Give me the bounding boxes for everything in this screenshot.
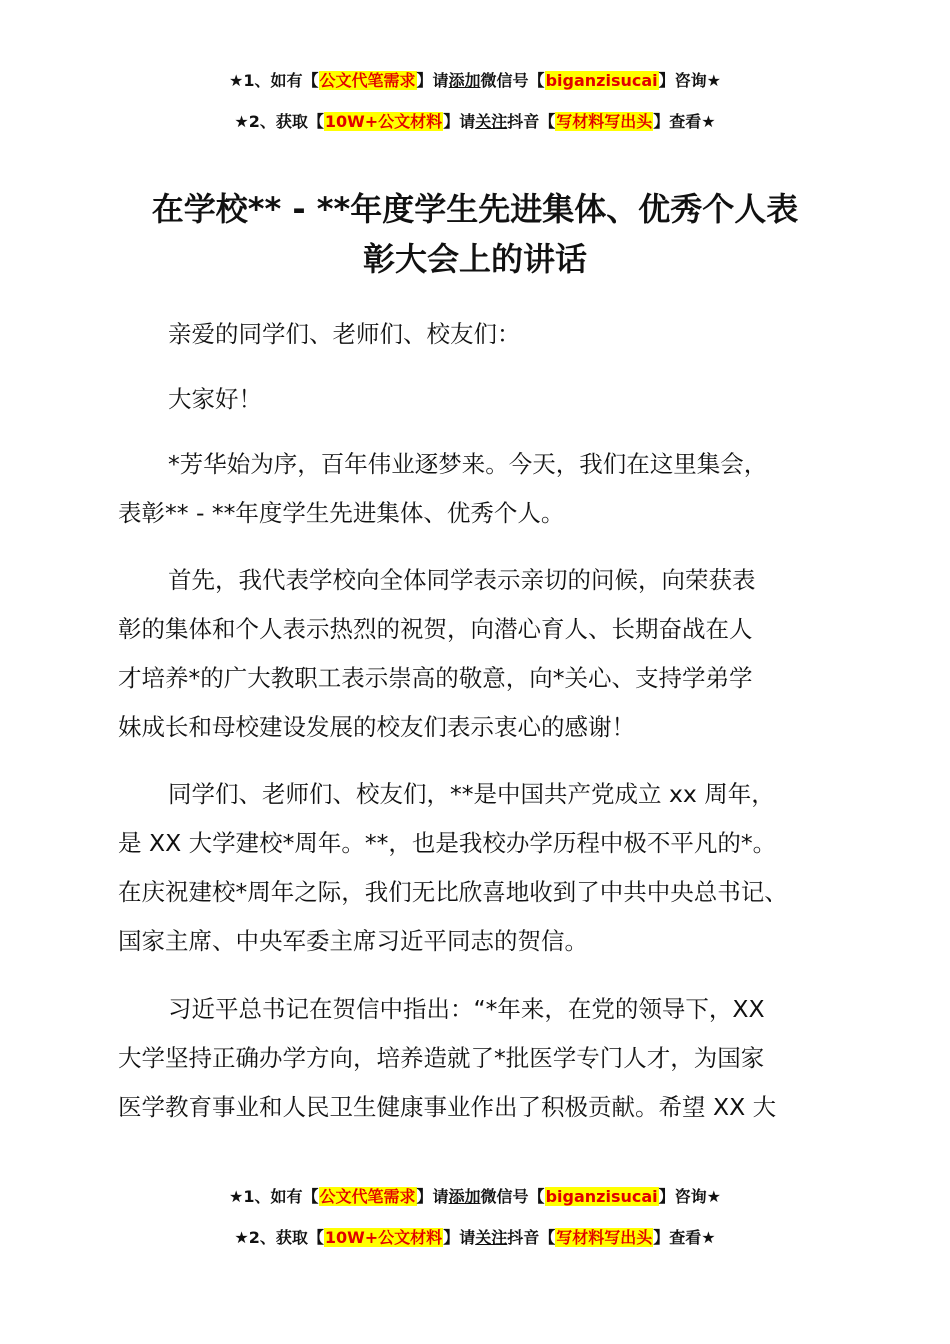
banner-text: ★2、获取【	[234, 1228, 324, 1247]
paragraph-line: 习近平总书记在贺信中指出：“*年来，在党的领导下，XX	[168, 995, 765, 1023]
banner-highlight: 公文代笔需求	[319, 71, 416, 90]
paragraph-line: 国家主席、中央军委主席习近平同志的贺信。	[118, 927, 588, 955]
thanks-paragraph	[118, 556, 848, 752]
greeting-paragraph	[118, 310, 848, 359]
title-line: 彰大会上的讲话	[362, 240, 587, 278]
banner-highlight: 公文代笔需求	[319, 1187, 416, 1206]
top-banner-line-1	[0, 70, 950, 92]
banner-text: 】请	[416, 71, 449, 90]
paragraph-line: 首先，我代表学校向全体同学表示亲切的问候，向荣获表	[168, 566, 756, 594]
top-banner-line-2	[0, 111, 950, 133]
salutation-paragraph	[118, 375, 848, 424]
paragraph-line: 亲爱的同学们、老师们、校友们：	[168, 320, 521, 348]
opening-paragraph	[118, 440, 848, 538]
bottom-banner-line-2	[0, 1227, 950, 1249]
title-line: 在学校** - **年度学生先进集体、优秀个人表	[151, 190, 799, 228]
paragraph-line: 医学教育事业和人民卫生健康事业作出了积极贡献。希望 XX 大	[118, 1093, 777, 1121]
banner-underlined: 关注	[475, 1228, 508, 1247]
banner-underlined: 添加	[448, 71, 481, 90]
banner-text: 抖音【	[507, 112, 556, 131]
banner-wechat-id: biganzisucai	[545, 1187, 658, 1206]
paragraph-line: 彰的集体和个人表示热烈的祝贺，向潜心育人、长期奋战在人	[118, 615, 753, 643]
paragraph-line: 大学坚持正确办学方向，培养造就了*批医学专门人才，为国家	[118, 1044, 765, 1072]
paragraph-line: 是 XX 大学建校*周年。**，也是我校办学历程中极不平凡的*。	[118, 829, 777, 857]
banner-text: 微信号【	[480, 71, 545, 90]
banner-text: 】请	[443, 1228, 476, 1247]
paragraph-line: 妹成长和母校建设发展的校友们表示衷心的感谢！	[118, 713, 635, 741]
letter-quote-paragraph	[118, 985, 848, 1132]
banner-underlined: 关注	[475, 112, 508, 131]
banner-text: 抖音【	[507, 1228, 556, 1247]
banner-text: ★1、如有【	[229, 71, 319, 90]
banner-text: 】查看★	[653, 112, 716, 131]
banner-highlight: 10W+公文材料	[324, 112, 443, 131]
banner-text: ★2、获取【	[234, 112, 324, 131]
bottom-banner-line-1	[0, 1186, 950, 1208]
banner-douyin-account: 写材料写出头	[556, 1228, 653, 1247]
banner-text: ★1、如有【	[229, 1187, 319, 1206]
anniversary-paragraph	[118, 770, 848, 966]
paragraph-line: 表彰** - **年度学生先进集体、优秀个人。	[118, 499, 565, 527]
banner-douyin-account: 写材料写出头	[556, 112, 653, 131]
document-title	[100, 184, 850, 284]
banner-underlined: 添加	[448, 1187, 481, 1206]
paragraph-line: 同学们、老师们、校友们，**是中国共产党成立 xx 周年，	[168, 780, 775, 808]
banner-text: 】请	[416, 1187, 449, 1206]
banner-text: 】查看★	[653, 1228, 716, 1247]
paragraph-line: *芳华始为序，百年伟业逐梦来。今天，我们在这里集会，	[168, 450, 768, 478]
paragraph-line: 大家好！	[168, 385, 262, 413]
banner-text: 】咨询★	[658, 71, 721, 90]
banner-wechat-id: biganzisucai	[545, 71, 658, 90]
banner-text: 】咨询★	[658, 1187, 721, 1206]
banner-text: 】请	[443, 112, 476, 131]
banner-text: 微信号【	[480, 1187, 545, 1206]
paragraph-line: 在庆祝建校*周年之际，我们无比欣喜地收到了中共中央总书记、	[118, 878, 788, 906]
banner-highlight: 10W+公文材料	[324, 1228, 443, 1247]
paragraph-line: 才培养*的广大教职工表示崇高的敬意，向*关心、支持学弟学	[118, 664, 753, 692]
